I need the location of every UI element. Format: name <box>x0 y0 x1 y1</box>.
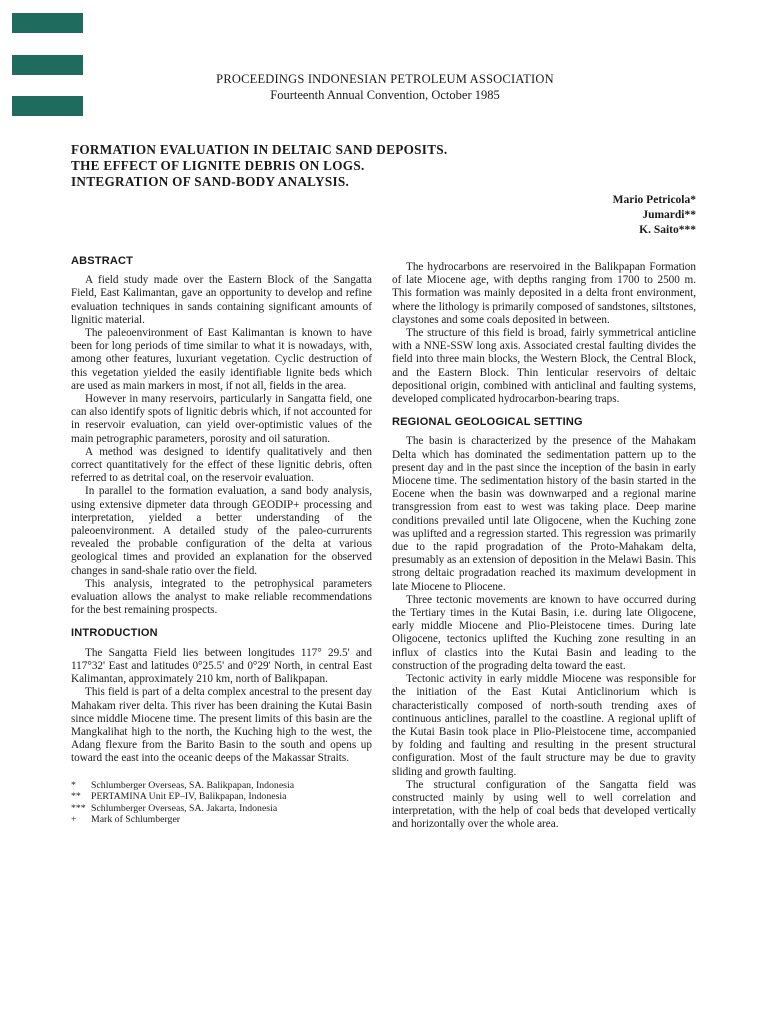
title-line-2: THE EFFECT OF LIGNITE DEBRIS ON LOGS. <box>71 158 365 173</box>
footnote-1: * Schlumberger Overseas, SA. Balikpapan, Indonesia <box>71 779 295 791</box>
author-3: K. Saito*** <box>639 224 696 236</box>
convention-line: Fourteenth Annual Convention, October 1985 <box>270 88 500 102</box>
introduction-heading: INTRODUCTION <box>71 627 158 640</box>
header-decor-bar-1 <box>12 13 83 33</box>
abstract-paragraph-6: This analysis, integrated to the petrophysical parameters evaluation allows the analyst to make reliable recommendations for the best remaining prospects. <box>71 577 372 617</box>
regional-paragraph-4: The structural configuration of the Sangatta field was constructed mainly by using well to well correlation and interpretation, with the help of coal beds that developed vertically and horizontally over the whole area. <box>392 778 696 831</box>
abstract-paragraph-4: A method was designed to identify qualitatively and then correct quantitatively for the effect of these lignitic debris, often referred to as detrital coal, on the reservoir evaluation. <box>71 445 372 485</box>
regional-setting-heading: REGIONAL GEOLOGICAL SETTING <box>392 416 583 429</box>
footnote-2: ** PERTAMINA Unit EP–IV, Balikpapan, Indonesia <box>71 791 287 803</box>
footnote-4: + Mark of Schlumberger <box>71 814 181 826</box>
abstract-paragraph-5: In parallel to the formation evaluation, a sand body analysis, using extensive dipmeter data through GEODIP+ processing and interpretation, yielded a better understanding of the paleoenvironment. A detailed study of the paleo-currurents revealed the probable configuration of the delta at various geological times and provided an explanation for the observed changes in sand-shale ratio over the field. <box>71 485 372 577</box>
header-decor-bar-2 <box>12 55 83 75</box>
abstract-paragraph-2: The paleoenvironment of East Kalimantan is known to have been for long periods of time similar to what it is nowadays, with, among other features, luxuriant vegetation. Cyclic destruction of this vegetation yielded the easily identifiable lignite beds which are used as main markers in most, if not all, fields in the area. <box>71 327 372 392</box>
right-column <box>392 261 696 832</box>
reservoir-paragraph: The hydrocarbons are reservoired in the Balikpapan Formation of late Miocene age, with depths ranging from 1700 to 2500 m. This formation was mainly deposited in a delta front environment, where the lithology is primarily composed of sandstones, siltstones, claystones and some coals deposited in between. <box>392 261 696 326</box>
association-name: PROCEEDINGS INDONESIAN PETROLEUM ASSOCIATION <box>216 72 554 86</box>
abstract-paragraph-3: However in many reservoirs, particularly in Sangatta field, one can also identify spots of lignitic debris which, if not accounted for in reservoir evaluation, can yield over-optimistic values of the main petrographic parameters, porosity and oil saturation. <box>71 393 372 445</box>
author-1: Mario Petricola* <box>612 194 696 206</box>
title-line-1: FORMATION EVALUATION IN DELTAIC SAND DEPOSITS. <box>71 142 448 157</box>
header-decor-bar-3 <box>12 96 83 116</box>
paper-title <box>71 142 531 190</box>
abstract-paragraph-1: A field study made over the Eastern Block of the Sangatta Field, East Kalimantan, gave an opportunity to develop and refine evaluation techniques in sands containing significant amounts of lignitic material. <box>71 274 372 326</box>
title-line-3: INTEGRATION OF SAND-BODY ANALYSIS. <box>71 174 350 189</box>
regional-paragraph-3: Tectonic activity in early middle Miocene was responsible for the initiation of the East Kutai Anticlinorium which is characteristically composed of north-south trending axes of continuous anticlines, parallel to the coastline. A regional uplift of the Kutai Basin took place in Plio-Pleistocene time, accompanied by folding and faulting and resulting in the present structural configuration. Most of the fault structure may be due to gravity sliding and growth faulting. <box>392 673 696 778</box>
regional-paragraph-2: Three tectonic movements are known to have occurred during the Tertiary times in the Kutai Basin, i.e. during late Oligocene, early middle Miocene and Plio-Pleistocene times. During late Oligocene, tectonics uplifted the Kuching zone resulting in an influx of clastics into the Kutai Basin and leading to the construction of the prograding delta toward the east. <box>392 593 696 672</box>
author-2: Jumardi** <box>642 209 696 221</box>
proceedings-header <box>150 71 620 103</box>
regional-paragraph-1: The basin is characterized by the presence of the Mahakam Delta which has dominated the sedimentation pattern up to the present day and in the past since the inception of the basin in early Miocene time. The sedimentation history of the basin started in the Eocene when the basin was downwarped and a regional marine transgression from east to west was taking place. Deep marine conditions prevailed until late Oligocene, when the Kuching zone was uplifted and a regression started. This regression was primarily due to the rapid progradation of the Proto-Mahakam delta, presumably as an extension of deposition in the Melawi Basin. This strong deltaic progradation reached its maximum development in late Miocene to Pliocene. <box>392 435 696 593</box>
abstract-heading: ABSTRACT <box>71 255 134 267</box>
footnote-3: *** Schlumberger Overseas, SA. Jakarta, Indonesia <box>71 802 278 814</box>
left-column <box>71 255 372 826</box>
author-list <box>613 193 696 238</box>
introduction-paragraph-1: The Sangatta Field lies between longitudes 117° 29.5' and 117°32' East and latitudes 0°25.5' and 0°29' North, in central East Kalimantan, approximately 210 km, north of Balikpapan. <box>71 646 372 686</box>
footnotes <box>71 780 372 826</box>
introduction-paragraph-2: This field is part of a delta complex ancestral to the present day Mahakam river delta. This river has been draining the Kutai Basin since middle Miocene time. The present limits of this basin are the Mangkalihat high to the north, the Kuching high to the west, the Adang flexure from the Barito Basin to the south and opens up toward the east into the oceanic deeps of the Makassar Straits. <box>71 686 372 765</box>
structure-paragraph: The structure of this field is broad, fairly symmetrical anticline with a NNE-SSW long axis. Associated crestal faulting divides the field into three main blocks, the Western Block, the Central Block, and the Eastern Block. Thin lenticular reservoirs of deltaic depositional origin, combined with anticlinal and faulting systems, developed complicated hydrocarbon-bearing traps. <box>392 327 696 406</box>
